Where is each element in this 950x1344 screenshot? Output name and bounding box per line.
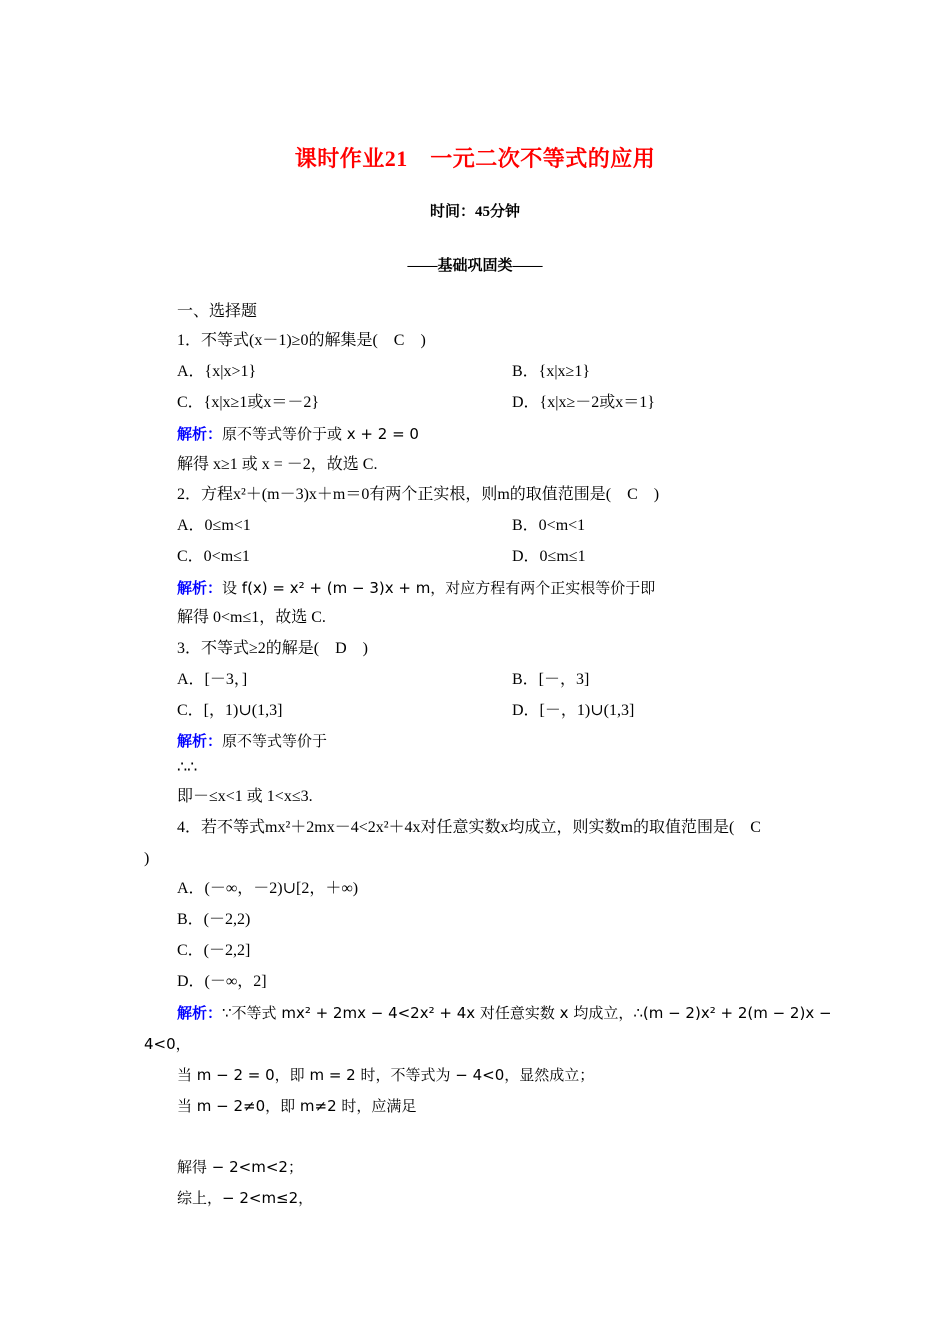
time-limit: 时间：45分钟	[429, 204, 520, 220]
q2-solution	[177, 578, 655, 598]
q1-option-b: B．{x|x≥1}	[512, 363, 591, 380]
q4-option-d: D．(－∞，2]	[177, 973, 267, 990]
q2-option-c: C．0<m≤1	[177, 548, 250, 565]
solution-label: 解析：	[177, 732, 223, 750]
solution-label: 解析：	[177, 579, 223, 597]
question-2: 2．方程x²＋(m－3)x＋m＝0有两个正实根，则m的取值范围是( C )	[177, 486, 660, 503]
q2-option-b: B．0<m<1	[512, 517, 586, 534]
q3-solution	[177, 731, 327, 751]
q1-option-a: A．{x|x>1}	[177, 363, 257, 380]
q3-therefore: ∴∴	[177, 759, 198, 776]
q2-solution-line: 解得 0<m≤1，故选 C.	[177, 609, 326, 626]
q3-option-d: D．[－，1)∪(1,3]	[512, 702, 635, 719]
solution-label: 解析：	[177, 1004, 223, 1022]
question-1: 1．不等式(x－1)≥0的解集是( C )	[177, 332, 426, 349]
q3-option-a: A．[－3，]	[177, 671, 248, 688]
q1-solution	[177, 424, 419, 444]
q3-option-b: B．[－，3]	[512, 671, 590, 688]
q3-solution-line: 即－≤x<1 或 1<x≤3.	[177, 788, 313, 805]
q1-solution-line: 解得 x≥1 或 x = －2，故选 C.	[177, 456, 378, 473]
solution-text: ∵不等式 mx² + 2mx − 4<2x² + 4x 对任意实数 x 均成立，∴(m − 2)x² + 2(m − 2)x −	[222, 1004, 832, 1022]
q4-case-2: 当 m − 2≠0，即 m≠2 时，应满足	[177, 1097, 417, 1115]
q4-option-b: B．(－2,2)	[177, 911, 251, 928]
q2-option-d: D．0≤m≤1	[512, 548, 586, 565]
q4-solution-continued: 4<0，	[144, 1035, 191, 1053]
q1-option-d: D．{x|x≥－2或x＝1}	[512, 394, 655, 411]
document-title: 课时作业21 一元二次不等式的应用	[294, 146, 656, 171]
q4-option-a: A．(－∞，－2)∪[2，＋∞)	[177, 880, 359, 897]
solution-label: 解析：	[177, 425, 223, 443]
q3-option-c: C．[，1)∪(1,3]	[177, 702, 283, 719]
section-heading: ——基础巩固类——	[407, 258, 543, 274]
q4-option-c: C．(－2,2]	[177, 942, 251, 959]
q2-option-a: A．0≤m<1	[177, 517, 251, 534]
q1-option-c: C．{x|x≥1或x＝－2}	[177, 394, 320, 411]
solution-text: 原不等式等价于	[222, 732, 328, 750]
q4-summary: 综上，− 2<m≤2，	[177, 1189, 314, 1207]
part-heading: 一、选择题	[177, 303, 258, 320]
question-4-continued: )	[144, 850, 150, 867]
solution-text: 设 f(x) = x² + (m − 3)x + m，对应方程有两个正实根等价于即	[222, 579, 656, 597]
q4-solution	[177, 1003, 832, 1023]
question-4: 4．若不等式mx²＋2mx－4<2x²＋4x对任意实数x均成立，则实数m的取值范围是( C	[177, 819, 761, 836]
q4-case-1: 当 m − 2 = 0，即 m = 2 时，不等式为 − 4<0，显然成立；	[177, 1066, 595, 1084]
question-3: 3．不等式≥2的解是( D )	[177, 640, 368, 657]
q4-result: 解得 − 2<m<2；	[177, 1158, 303, 1176]
solution-text: 原不等式等价于或 x + 2 = 0	[222, 425, 419, 443]
